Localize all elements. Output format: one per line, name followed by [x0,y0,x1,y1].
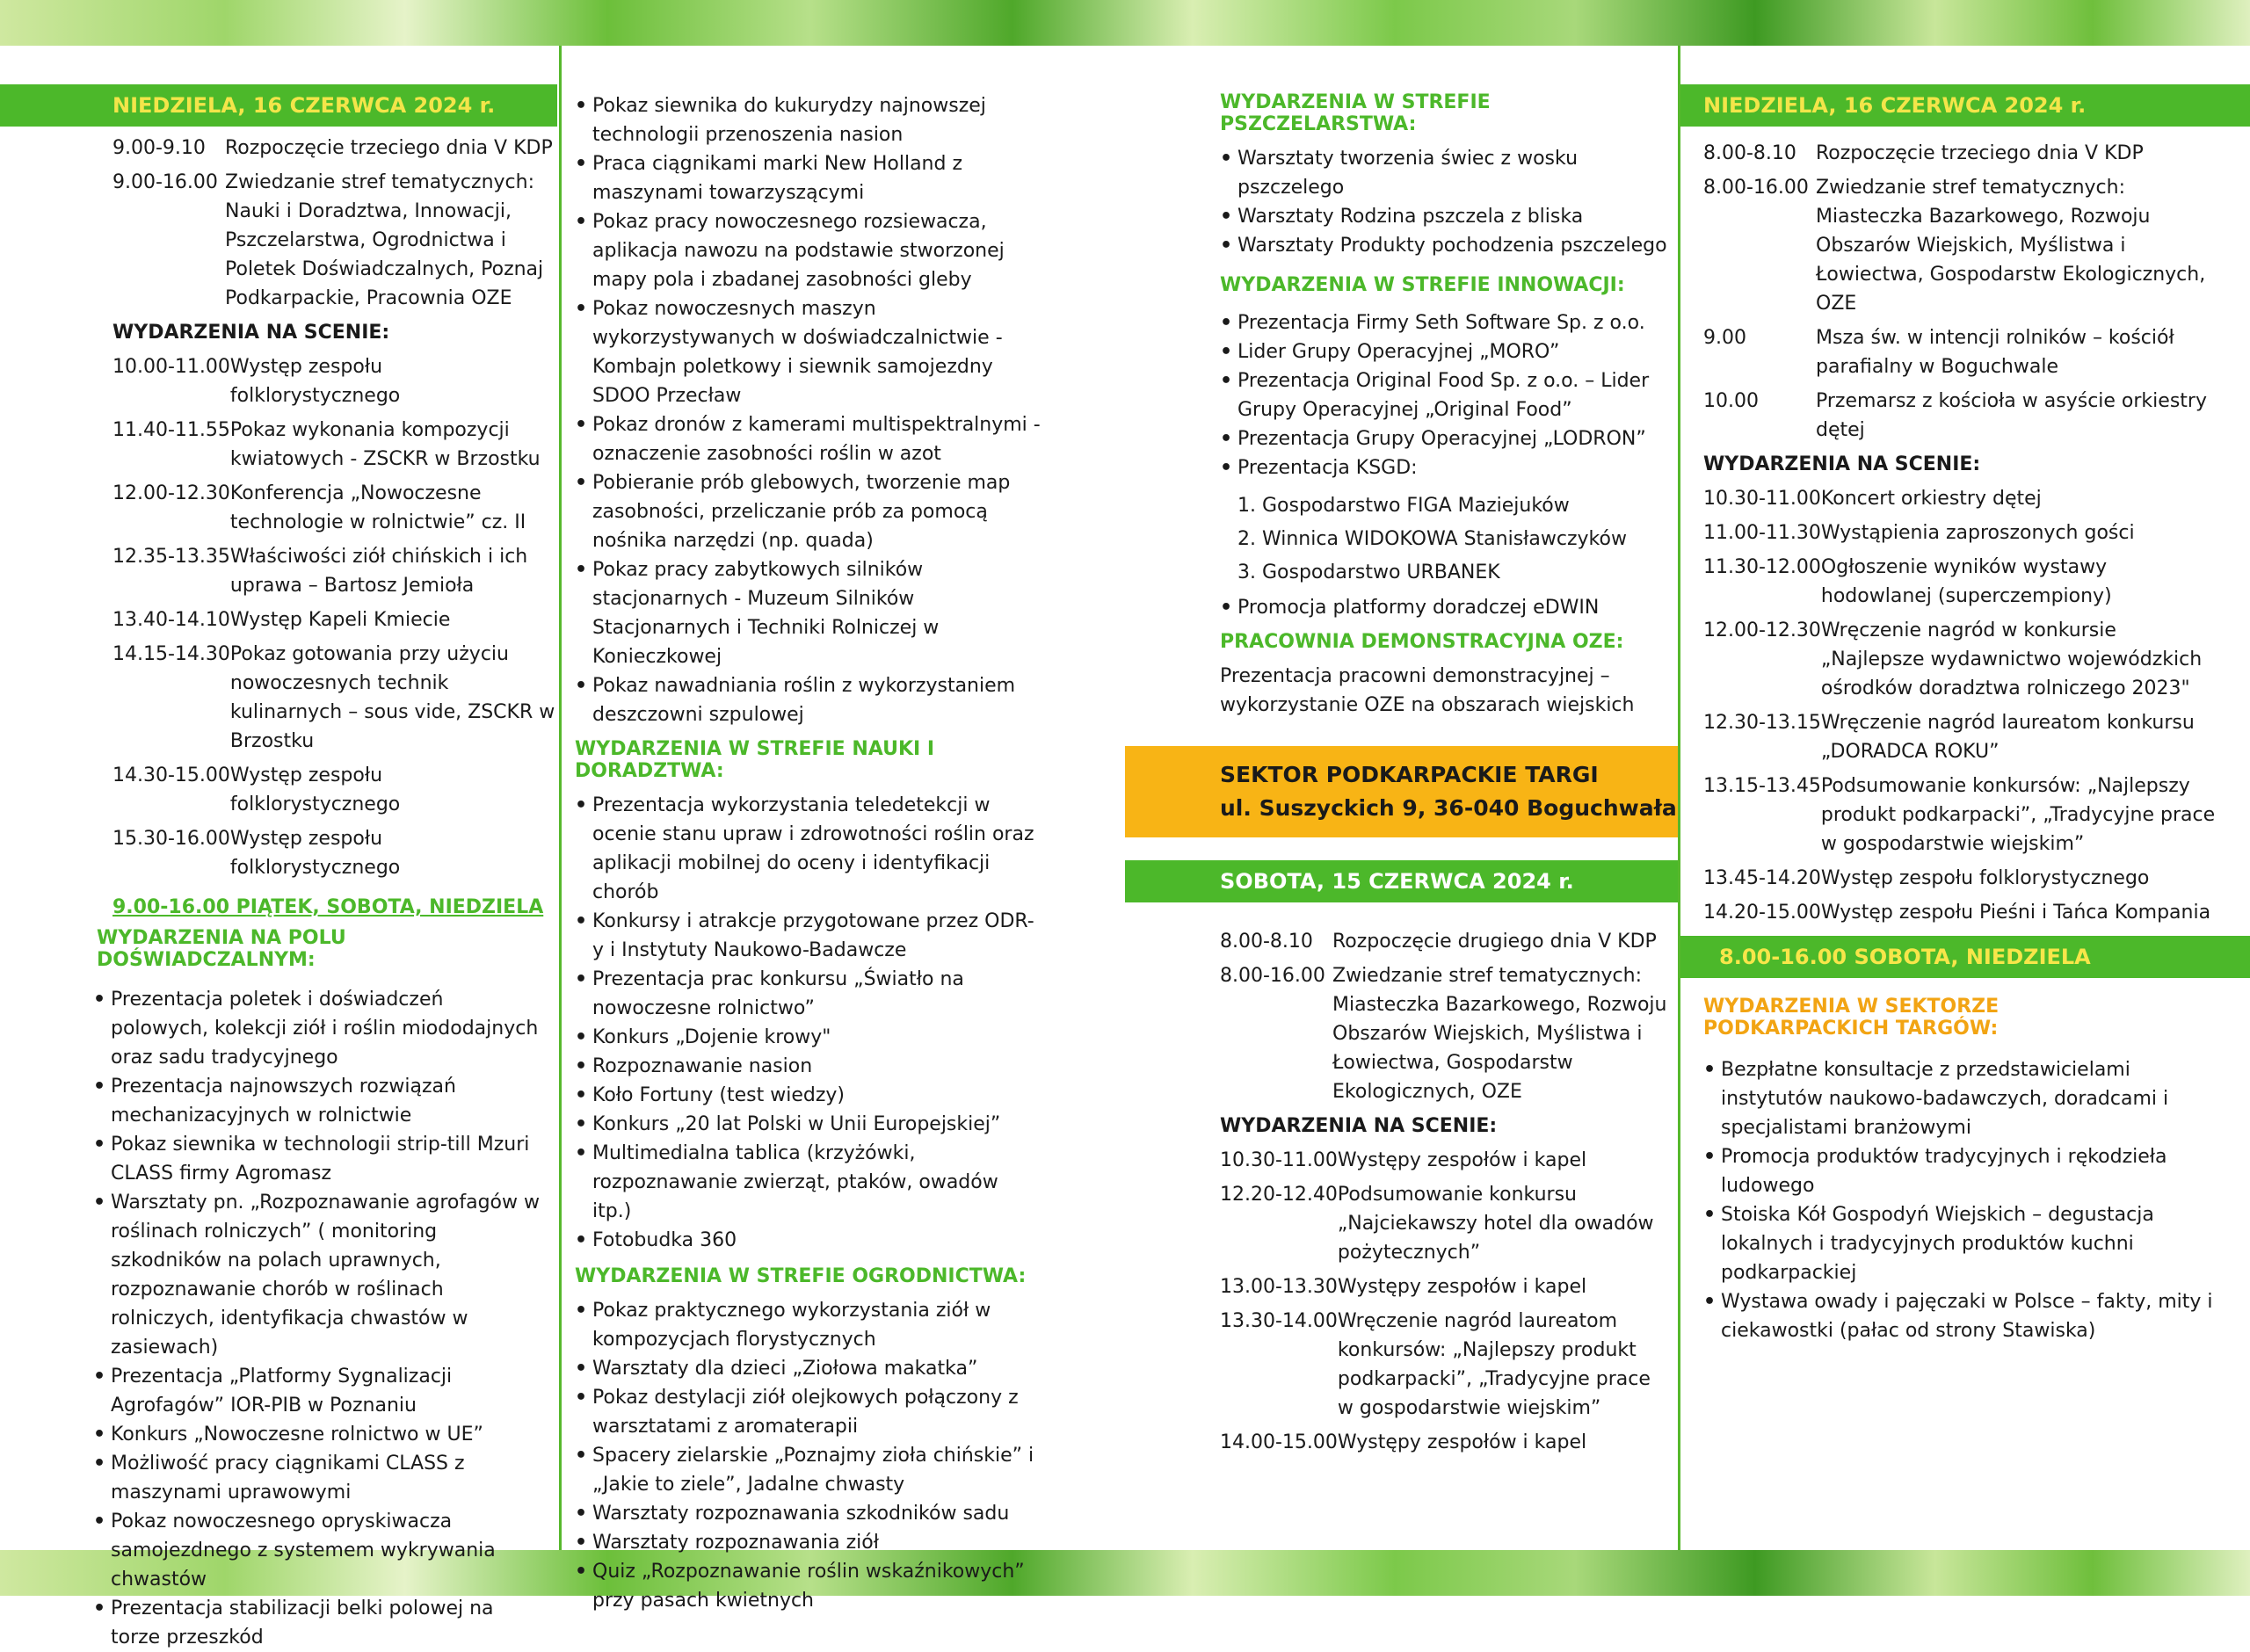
column-4 [1680,46,2250,1550]
list-item: • Pobieranie prób glebowych, tworzenie map zasobności, przeliczanie prób za pomocą nośnika narzędzi (np. quada) [575,468,1041,555]
schedule-time: 13.45-14.20 [1703,867,1821,889]
schedule-row [1703,139,2224,168]
list-item: • Warsztaty dla dzieci „Ziołowa makatka” [575,1354,1041,1383]
bee-heading: WYDARZENIA W STREFIE PSZCZELARSTWA: [1220,91,1491,135]
ksgd-list [1220,489,1667,590]
column-2 [575,46,1041,1612]
day-header: SOBOTA, 15 CZERWCA 2024 r. [1125,860,1678,902]
list-item: • Quiz „Rozpoznawanie roślin wskaźnikowych” przy pasach kwietnych [575,1557,1041,1615]
schedule-top [112,134,557,313]
sector-address: ul. Suszyckich 9, 36-040 Boguchwała [1220,795,1677,821]
sector-heading-1: WYDARZENIA W SEKTORZE [1703,996,2000,1018]
list-item: • Konkurs „Nowoczesne rolnictwo w UE” [93,1420,547,1449]
schedule-time: 12.30-13.15 [1703,712,1821,734]
list-item: • Pokaz nawadniania roślin z wykorzystaniem deszczowni szpulowej [575,671,1041,729]
list-item: • Pokaz praktycznego wykorzystania ziół w kompozycjach florystycznych [575,1296,1041,1354]
list-item: • Pokaz destylacji ziół olejkowych połączony z warsztatami z aromaterapii [575,1383,1041,1441]
schedule-time: 9.00-16.00 [112,171,218,193]
schedule-row [1703,708,2224,766]
schedule-time: 11.40-11.55 [112,419,230,441]
schedule-desc: Występ zespołu folklorystycznego [229,828,401,879]
schedule-desc: Wystąpienia zaproszonych gości [1820,522,2135,544]
schedule-desc: Występ zespołu folklorystycznego [229,356,401,407]
sector-box [1125,746,1678,837]
science-list [575,791,1041,1255]
list-item: • Prezentacja „Platformy Sygnalizacji Agrofagów” IOR-PIB w Poznaniu [93,1362,547,1420]
schedule-row [112,479,557,537]
schedule-row [112,542,557,600]
schedule-row [1220,1146,1667,1175]
schedule-desc: Występy zespołów i kapel [1337,1276,1587,1298]
schedule-row [112,605,557,634]
list-item: • Pokaz siewnika do kukurydzy najnowszej technologii przenoszenia nasion [575,91,1041,149]
list-item: • Warsztaty pn. „Rozpoznawanie agrofagów w roślinach rolniczych” ( monitoring szkodników na polach uprawnych, rozpoznawanie chorób w roślinach rolniczych, identyfikacja chwastów w zasiewach) [93,1188,547,1362]
list-item: • Prezentacja Original Food Sp. z o.o. – Lider Grupy Operacyjnej „Original Food” [1220,366,1667,424]
schedule-row [1220,961,1667,1106]
schedule-row [1703,518,2224,547]
list-item: • Pokaz pracy nowoczesnego rozsiewacza, aplikacja nawozu na podstawie stworzonej mapy pola i zbadanej zasobności gleby [575,207,1041,294]
innovation-list [1220,308,1667,482]
schedule-row [112,168,557,313]
list-item: • Pokaz nowoczesnego opryskiwacza samojezdnego z systemem wykrywania chwastów [93,1507,547,1594]
list-item: • Warsztaty rozpoznawania szkodników sadu [575,1499,1041,1528]
list-item: • Prezentacja prac konkursu „Światło na nowoczesne rolnictwo” [575,965,1041,1023]
schedule-row [1703,323,2224,381]
oze-heading: PRACOWNIA DEMONSTRACYJNA OZE: [1220,631,1624,653]
schedule-row [112,824,557,882]
list-item: • Warsztaty Rodzina pszczela z bliska [1220,202,1667,231]
science-heading: WYDARZENIA W STREFIE NAUKI I DORADZTWA: [575,738,935,782]
schedule-top [1220,927,1667,1106]
schedule-time: 8.00-8.10 [1220,931,1313,953]
schedule-desc: Podsumowanie konkursów: „Najlepszy produkt podkarpacki”, „Tradycyjne prace w gospodarstwie wiejskim” [1820,775,2216,855]
sector-heading-2: PODKARPACKICH TARGÓW: [1703,1018,1999,1040]
stage-heading: WYDARZENIA NA SCENIE: [1220,1115,1498,1137]
schedule-time: 12.00-12.30 [1703,620,1821,641]
column-1 [0,46,557,1648]
list-item: • Warsztaty rozpoznawania ziół [575,1528,1041,1557]
stage-schedule [1220,1146,1667,1457]
list-item: • Praca ciągnikami marki New Holland z maszynami towarzyszącymi [575,149,1041,207]
schedule-desc: Rozpoczęcie trzeciego dnia V KDP [1816,142,2144,164]
ksgd-item: 2. Winnica WIDOKOWA Stanisławczyków [1238,528,1627,550]
schedule-time: 13.00-13.30 [1220,1276,1338,1298]
schedule-row [1703,484,2224,513]
schedule-time: 10.00-11.00 [112,356,230,378]
garden-list [575,1296,1041,1615]
list-item: • Wystawa owady i pajęczaki w Polsce – fakty, mity i ciekawostki (pałac od strony Stawiska) [1703,1287,2224,1345]
schedule-desc: Zwiedzanie stref tematycznych: Miasteczka Bazarkowego, Rozwoju Obszarów Wiejskich, Myślistwa i Łowiectwa, Gospodarstw Ekologicznych, OZE [1332,965,1667,1103]
schedule-row [1703,616,2224,703]
schedule-desc: Rozpoczęcie trzeciego dnia V KDP [225,137,553,159]
schedule-desc: Przemarsz z kościoła w asyście orkiestry dętej [1816,390,2207,441]
stage-schedule [1703,484,2224,927]
list-item: • Fotobudka 360 [575,1226,1041,1255]
schedule-row [1703,898,2224,927]
schedule-time: 8.00-16.00 [1703,177,1809,199]
edwin-item: • Promocja platformy doradczej eDWIN [1220,593,1667,622]
list-item: • Stoiska Kół Gospodyń Wiejskich – degustacja lokalnych i tradycyjnych produktów kuchni podkarpackiej [1703,1200,2224,1287]
schedule-time: 14.20-15.00 [1703,902,1821,924]
innovation-heading: WYDARZENIA W STREFIE INNOWACJI: [1220,274,1625,296]
list-item: • Pokaz nowoczesnych maszyn wykorzystywanych w doświadczalnictwie - Kombajn poletkowy i siewnik samojezdny SDOO Przecław [575,294,1041,410]
schedule-desc: Występ zespołu folklorystycznego [1820,867,2150,889]
schedule-row [1703,772,2224,859]
ksgd-item: 3. Gospodarstwo URBANEK [1238,562,1500,583]
list-item: • Rozpoznawanie nasion [575,1052,1041,1081]
schedule-desc: Wręczenie nagród laureatom konkursu „DORADCA ROKU” [1820,712,2195,763]
list-item: • Możliwość pracy ciągnikami CLASS z maszynami uprawowymi [93,1449,547,1507]
list-item: • Bezpłatne konsultacje z przedstawicielami instytutów naukowo-badawczych, doradcami i specjalistami branżowymi [1703,1055,2224,1142]
field-heading: WYDARZENIA NA POLU DOŚWIADCZALNYM: [97,927,346,971]
garden-heading: WYDARZENIA W STREFIE OGRODNICTWA: [575,1265,1027,1287]
column-3 [1125,46,1678,1550]
bee-list [1220,144,1667,260]
schedule-time: 14.30-15.00 [112,764,230,786]
list-item: • Prezentacja Firmy Seth Software Sp. z o.o. [1220,308,1667,337]
days-heading: 9.00-16.00 PIĄTEK, SOBOTA, NIEDZIELA [112,896,544,918]
field-list-continued [575,91,1041,729]
list-item: • Pokaz dronów z kamerami multispektralnymi - oznaczenie zasobności roślin w azot [575,410,1041,468]
days-bar: 8.00-16.00 SOBOTA, NIEDZIELA [1680,936,2250,978]
list-item: • Warsztaty tworzenia świec z wosku pszczelego [1220,144,1667,202]
schedule-time: 9.00 [1703,327,1746,349]
schedule-time: 12.20-12.40 [1220,1184,1338,1206]
list-item: • Prezentacja stabilizacji belki polowej na torze przeszkód [93,1594,547,1652]
list-item: • Prezentacja najnowszych rozwiązań mechanizacyjnych w rolnictwie [93,1072,547,1130]
schedule-time: 10.00 [1703,390,1759,412]
list-item: • Pokaz siewnika w technologii strip-till Mzuri CLASS firmy Agromasz [93,1130,547,1188]
list-item: • Promocja produktów tradycyjnych i rękodzieła ludowego [1703,1142,2224,1200]
schedule-row [1220,927,1667,956]
schedule-desc: Ogłoszenie wyników wystawy hodowlanej (superczempiony) [1820,556,2112,607]
schedule-row [112,134,557,163]
list-item: • Pokaz pracy zabytkowych silników stacjonarnych - Muzeum Silników Stacjonarnych i Techniki Rolniczej w Konieczkowej [575,555,1041,671]
list-item: • Lider Grupy Operacyjnej „MORO” [1220,337,1667,366]
list-item: • Prezentacja KSGD: [1220,453,1667,482]
list-item: • Konkurs „20 lat Polski w Unii Europejskiej” [575,1110,1041,1139]
list-item: • Koło Fortuny (test wiedzy) [575,1081,1041,1110]
schedule-time: 9.00-9.10 [112,137,206,159]
stage-schedule [112,352,557,882]
list-item: • Prezentacja poletek i doświadczeń polowych, kolekcji ziół i roślin miododajnych oraz sadu tradycyjnego [93,985,547,1072]
schedule-row [1220,1307,1667,1423]
schedule-desc: Właściwości ziół chińskich i ich uprawa – Bartosz Jemioła [229,546,528,597]
schedule-row [1703,553,2224,611]
schedule-time: 8.00-8.10 [1703,142,1796,164]
list-item: • Multimedialna tablica (krzyżówki, rozpoznawanie zwierząt, ptaków, owadów itp.) [575,1139,1041,1226]
sector-list [1703,1055,2224,1345]
schedule-time: 12.00-12.30 [112,482,230,504]
field-list [0,985,557,1652]
schedule-row [1703,173,2224,318]
schedule-top [1703,139,2224,445]
list-item: • Konkurs „Dojenie krowy" [575,1023,1041,1052]
sector-title: SEKTOR PODKARPACKIE TARGI [1220,762,1599,787]
schedule-time: 14.15-14.30 [112,643,230,665]
stage-heading: WYDARZENIA NA SCENIE: [112,322,390,344]
schedule-desc: Konferencja „Nowoczesne technologie w rolnictwie” cz. II [229,482,526,533]
schedule-time: 10.30-11.00 [1220,1149,1338,1171]
schedule-row [112,640,557,756]
list-item: • Prezentacja Grupy Operacyjnej „LODRON” [1220,424,1667,453]
schedule-row [1220,1428,1667,1457]
schedule-desc: Występy zespołów i kapel [1337,1149,1587,1171]
schedule-time: 11.00-11.30 [1703,522,1821,544]
schedule-desc: Występ Kapeli Kmiecie [229,609,451,631]
list-item: • Warsztaty Produkty pochodzenia pszczelego [1220,231,1667,260]
schedule-time: 13.15-13.45 [1703,775,1821,797]
schedule-desc: Zwiedzanie stref tematycznych: Nauki i Doradztwa, Innowacji, Pszczelarstwa, Ogrodnictwa i Poletek Doświadczalnych, Poznaj Podkarpackie, Pracownia OZE [225,171,544,309]
column-divider [559,46,562,1550]
schedule-row [1220,1180,1667,1267]
schedule-row [112,761,557,819]
schedule-time: 12.35-13.35 [112,546,230,568]
day-header: NIEDZIELA, 16 CZERWCA 2024 r. [1680,84,2250,127]
schedule-time: 13.40-14.10 [112,609,230,631]
stage-heading: WYDARZENIA NA SCENIE: [1703,453,1981,475]
schedule-row [1220,1272,1667,1301]
day-header: NIEDZIELA, 16 CZERWCA 2024 r. [0,84,557,127]
ksgd-item: 1. Gospodarstwo FIGA Maziejuków [1238,495,1570,517]
schedule-row [112,352,557,410]
list-item: • Prezentacja wykorzystania teledetekcji w ocenie stanu upraw i zdrowotności roślin oraz aplikacji mobilnej do oceny i identyfikacji chorób [575,791,1041,907]
schedule-time: 15.30-16.00 [112,828,230,850]
schedule-time: 10.30-11.00 [1703,488,1821,510]
schedule-time: 14.00-15.00 [1220,1431,1338,1453]
schedule-row [1703,387,2224,445]
schedule-desc: Pokaz wykonania kompozycji kwiatowych - ZSCKR w Brzostku [229,419,541,470]
schedule-row [1703,864,2224,893]
schedule-desc: Msza św. w intencji rolników – kościół parafialny w Boguchwale [1816,327,2174,378]
schedule-time: 8.00-16.00 [1220,965,1325,987]
top-grass-band [0,0,2250,46]
schedule-desc: Występy zespołów i kapel [1337,1431,1587,1453]
schedule-desc: Rozpoczęcie drugiego dnia V KDP [1332,931,1657,953]
schedule-row [112,416,557,474]
schedule-desc: Pokaz gotowania przy użyciu nowoczesnych technik kulinarnych – sous vide, ZSCKR w Brzostku [229,643,555,752]
schedule-time: 11.30-12.00 [1703,556,1821,578]
schedule-desc: Wręczenie nagród laureatom konkursów: „Najlepszy produkt podkarpacki”, „Tradycyjne prace w gospodarstwie wiejskim” [1337,1310,1651,1419]
list-item: • Konkursy i atrakcje przygotowane przez ODR-y i Instytuty Naukowo-Badawcze [575,907,1041,965]
schedule-desc: Występ zespołu folklorystycznego [229,764,401,815]
list-item: • Spacery zielarskie „Poznajmy zioła chińskie” i „Jakie to ziele”, Jadalne chwasty [575,1441,1041,1499]
schedule-desc: Koncert orkiestry dętej [1820,488,2042,510]
schedule-desc: Podsumowanie konkursu „Najciekawszy hotel dla owadów pożytecznych” [1337,1184,1654,1264]
schedule-time: 13.30-14.00 [1220,1310,1338,1332]
schedule-desc: Występ zespołu Pieśni i Tańca Kompania [1820,902,2211,924]
schedule-desc: Zwiedzanie stref tematycznych: Miasteczka Bazarkowego, Rozwoju Obszarów Wiejskich, Myślistwa i Łowiectwa, Gospodarstw Ekologicznych, OZE [1816,177,2206,315]
oze-text: Prezentacja pracowni demonstracyjnej – wykorzystanie OZE na obszarach wiejskich [1220,665,1635,716]
schedule-desc: Wręczenie nagród w konkursie „Najlepsze wydawnictwo wojewódzkich ośrodków doradztwa rolniczego 2023" [1820,620,2203,699]
